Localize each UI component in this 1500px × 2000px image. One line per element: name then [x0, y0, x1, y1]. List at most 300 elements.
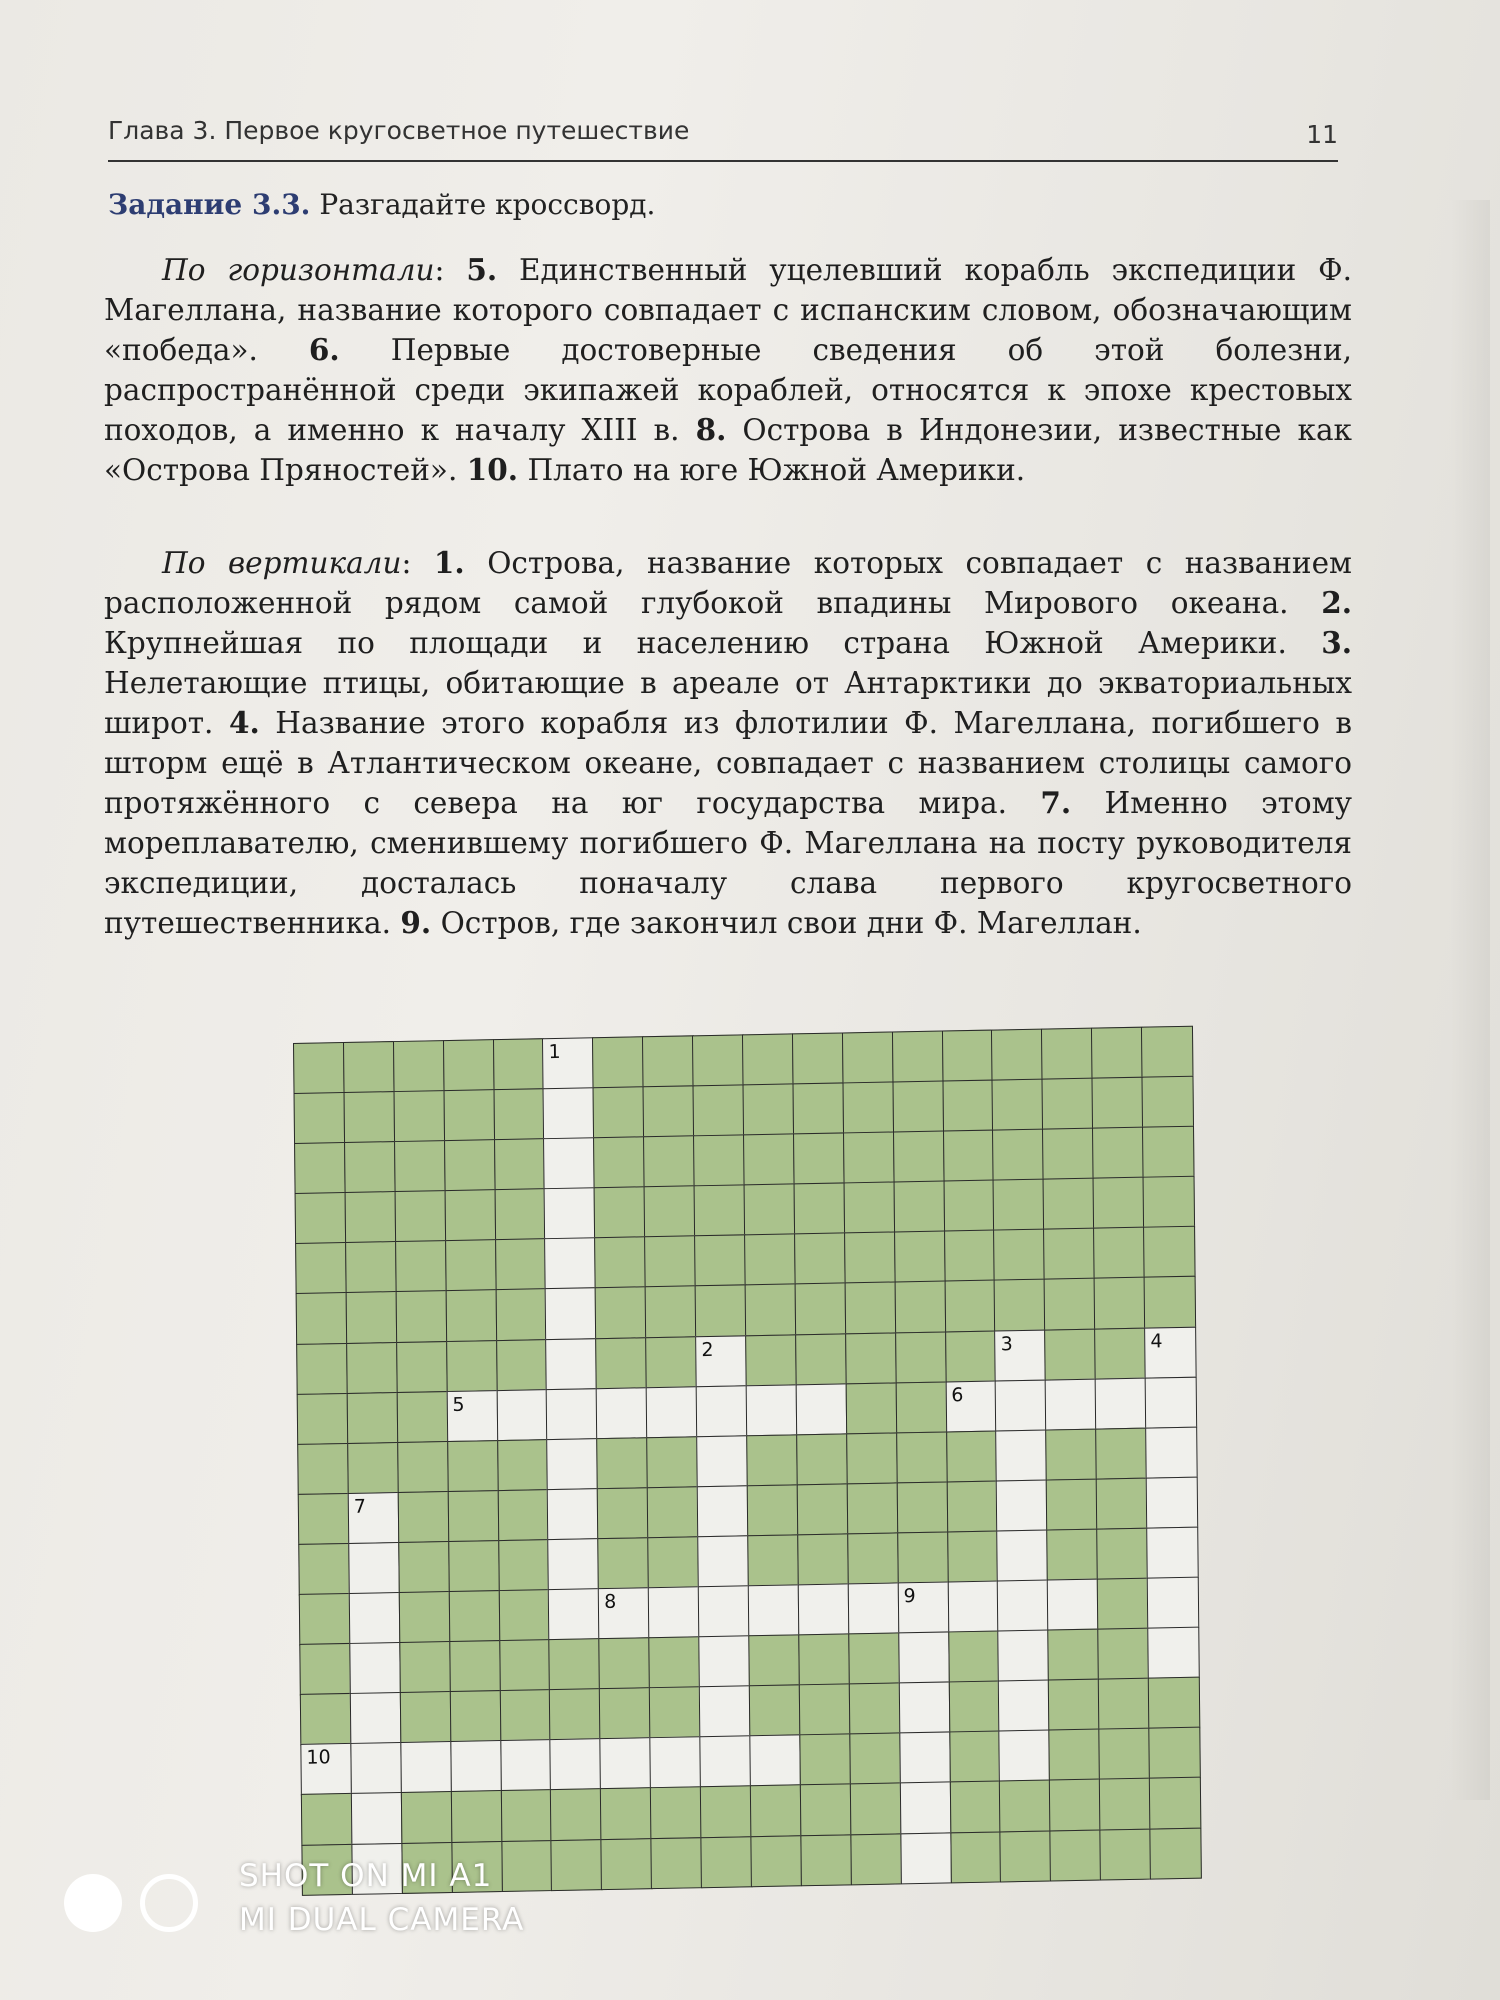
- blocked-cell: [497, 1489, 549, 1542]
- blocked-cell: [1093, 1227, 1145, 1280]
- blocked-cell: [794, 1233, 846, 1286]
- blocked-cell: [1043, 1228, 1095, 1281]
- answer-cell[interactable]: [698, 1585, 750, 1638]
- clues-horizontal: По горизонтали: 5. Единственный уцелевший корабль экспедиции Ф. Магеллана, название которого совпадает с испанским словом, обозначающим «победа». 6. Первые достоверные сведения об этой болезни, распространённой среди экипажей кораблей, относятся к эпохе крестовых походов, а именно к началу XIII в. 8. Острова в Индонезии, известные как «Острова Пряностей». 10. Плато на юге Южной Америки.: [104, 252, 1352, 487]
- answer-cell[interactable]: [848, 1582, 900, 1635]
- watermark-line-2: MI DUAL CAMERA: [239, 1902, 525, 1938]
- clue-number: 6.: [308, 332, 340, 367]
- blocked-cell: [1096, 1477, 1148, 1530]
- blocked-cell: [1141, 1026, 1193, 1079]
- blocked-cell: [1142, 1076, 1194, 1129]
- clue-number: 4.: [228, 705, 260, 740]
- answer-cell[interactable]: [547, 1488, 599, 1541]
- blocked-cell: [947, 1530, 999, 1583]
- answer-cell[interactable]: [648, 1586, 700, 1639]
- blocked-cell: [946, 1480, 998, 1533]
- answer-cell[interactable]: [746, 1384, 798, 1437]
- blocked-cell: [1047, 1529, 1099, 1582]
- blocked-cell: [643, 1085, 695, 1138]
- blocked-cell: [942, 1080, 994, 1133]
- blocked-cell: [299, 1643, 351, 1696]
- blocked-cell: [1148, 1677, 1200, 1730]
- blocked-cell: [1049, 1729, 1101, 1782]
- answer-cell[interactable]: [696, 1435, 748, 1488]
- blocked-cell: [1094, 1327, 1146, 1380]
- answer-cell[interactable]: [749, 1735, 801, 1788]
- answer-cell[interactable]: [1146, 1527, 1198, 1580]
- blocked-cell: [300, 1693, 352, 1746]
- blocked-cell: [896, 1481, 948, 1534]
- answer-cell[interactable]: [543, 1137, 595, 1190]
- answer-cell[interactable]: [1095, 1377, 1147, 1430]
- blocked-cell: [1148, 1727, 1200, 1780]
- answer-cell[interactable]: [997, 1580, 1049, 1633]
- blocked-cell: [499, 1639, 551, 1692]
- blocked-cell: [294, 1142, 346, 1195]
- blocked-cell: [345, 1241, 397, 1294]
- answer-cell[interactable]: [947, 1581, 999, 1634]
- blocked-cell: [295, 1242, 347, 1295]
- blocked-cell: [944, 1230, 996, 1283]
- blocked-cell: [795, 1283, 847, 1336]
- answer-cell[interactable]: [899, 1732, 951, 1785]
- blocked-cell: [1092, 1127, 1144, 1180]
- blocked-cell: [844, 1282, 896, 1335]
- blocked-cell: [1099, 1728, 1151, 1781]
- clue-number: 1.: [433, 545, 465, 580]
- blocked-cell: [449, 1690, 501, 1743]
- blocked-cell: [599, 1637, 651, 1690]
- blocked-cell: [695, 1285, 747, 1338]
- blocked-cell: [298, 1493, 350, 1546]
- answer-cell[interactable]: [798, 1583, 850, 1636]
- clues-vertical: По вертикали: 1. Острова, название которых совпадает с названием расположенной рядом самой глубокой впадины Мирового океана. 2. Крупнейшая по площади и населению страна Южной Америки. 3. Нелетающие птицы, обитающие в ареале от Антарктики до экваториальных широт. 4. Название этого корабля из флотилии Ф. Магеллана, погибшего в шторм ещё в Атлантическом океане, совпадает с названием столицы самого протяжённого с севера на юг государства мира. 7. Именно этому мореплавателю, сменившему погибшего Ф. Магеллана на посту руководителя экспедиции, досталась поначалу слава первого кругосветного путешественника. 9. Остров, где закончил свои дни Ф. Магеллан.: [104, 545, 1352, 940]
- answer-cell[interactable]: [1047, 1579, 1099, 1632]
- blocked-cell: [451, 1790, 503, 1843]
- blocked-cell: [843, 1182, 895, 1235]
- blocked-cell: [992, 1079, 1044, 1132]
- answer-cell[interactable]: [546, 1388, 598, 1441]
- blocked-cell: [842, 1031, 894, 1084]
- blocked-cell: [396, 1391, 448, 1444]
- blocked-cell: [1048, 1679, 1100, 1732]
- blocked-cell: [395, 1240, 447, 1293]
- blocked-cell: [743, 1083, 795, 1136]
- blocked-cell: [999, 1780, 1051, 1833]
- blocked-cell: [894, 1231, 946, 1284]
- blocked-cell: [846, 1432, 898, 1485]
- blocked-cell: [346, 1342, 398, 1395]
- blocked-cell: [651, 1837, 703, 1890]
- answer-cell[interactable]: [697, 1485, 749, 1538]
- answer-cell[interactable]: [350, 1742, 402, 1795]
- blocked-cell: [843, 1132, 895, 1185]
- blocked-cell: [549, 1638, 601, 1691]
- blocked-cell: [444, 1139, 496, 1192]
- answer-cell[interactable]: [548, 1588, 600, 1641]
- clue-number-label: 7: [353, 1495, 366, 1518]
- blocked-cell: [893, 1181, 945, 1234]
- blocked-cell: [897, 1531, 949, 1584]
- clue-text: Нелетающие птицы, обитающие в ареале от Антарктики до экваториальных широт.: [104, 666, 1352, 740]
- answer-cell[interactable]: [697, 1535, 749, 1588]
- blocked-cell: [645, 1286, 697, 1339]
- clue-number-label: 6: [951, 1383, 964, 1407]
- blocked-cell: [994, 1229, 1046, 1282]
- answer-cell[interactable]: [699, 1685, 751, 1738]
- blocked-cell: [896, 1431, 948, 1484]
- blocked-cell: [1095, 1427, 1147, 1480]
- blocked-cell: [895, 1381, 947, 1434]
- clue-text: Остров, где закончил свои дни Ф. Магеллан.: [440, 906, 1142, 940]
- blocked-cell: [499, 1689, 551, 1742]
- blocked-cell: [845, 1332, 897, 1385]
- answer-cell[interactable]: [900, 1782, 952, 1835]
- blocked-cell: [747, 1534, 799, 1587]
- blocked-cell: [597, 1487, 649, 1540]
- blocked-cell: [746, 1434, 798, 1487]
- blocked-cell: [1050, 1829, 1102, 1882]
- answer-cell[interactable]: [348, 1492, 400, 1545]
- blocked-cell: [844, 1232, 896, 1285]
- blocked-cell: [399, 1641, 451, 1694]
- blocked-cell: [1046, 1428, 1098, 1481]
- blocked-cell: [595, 1337, 647, 1390]
- answer-cell[interactable]: [699, 1736, 751, 1789]
- task-label: Задание 3.3.: [108, 188, 311, 221]
- blocked-cell: [700, 1786, 752, 1839]
- clue-number-label: 2: [701, 1338, 714, 1361]
- blocked-cell: [750, 1785, 802, 1838]
- answer-cell[interactable]: [350, 1692, 402, 1745]
- blocked-cell: [850, 1783, 902, 1836]
- blocked-cell: [945, 1330, 997, 1383]
- blocked-cell: [343, 1091, 395, 1144]
- blocked-cell: [800, 1784, 852, 1837]
- answer-cell[interactable]: [548, 1538, 600, 1591]
- answer-cell[interactable]: [400, 1741, 452, 1794]
- blocked-cell: [396, 1341, 448, 1394]
- blocked-cell: [299, 1593, 351, 1646]
- blocked-cell: [293, 1042, 345, 1095]
- clue-number: 7.: [1040, 785, 1072, 820]
- blocked-cell: [644, 1236, 696, 1289]
- vertical-heading: По вертикали: [162, 546, 402, 580]
- blocked-cell: [443, 1039, 495, 1092]
- blocked-cell: [448, 1540, 500, 1593]
- blocked-cell: [1048, 1629, 1100, 1682]
- blocked-cell: [595, 1287, 647, 1340]
- answer-cell[interactable]: [300, 1743, 352, 1796]
- answer-cell[interactable]: [1145, 1376, 1197, 1429]
- blocked-cell: [792, 1083, 844, 1136]
- blocked-cell: [593, 1136, 645, 1189]
- blocked-cell: [294, 1092, 346, 1145]
- answer-cell[interactable]: [698, 1635, 750, 1688]
- blocked-cell: [795, 1333, 847, 1386]
- clue-number-label: 9: [903, 1585, 916, 1608]
- answer-cell[interactable]: [545, 1288, 597, 1341]
- blocked-cell: [942, 1030, 994, 1083]
- watermark-dot-icon: [64, 1874, 122, 1932]
- answer-cell[interactable]: [999, 1730, 1051, 1783]
- clue-text: Единственный уцелевший корабль экспедиции Ф. Магеллана, название которого совпадает с испанским словом, обозначающим «победа».: [104, 253, 1352, 367]
- answer-cell[interactable]: [945, 1380, 997, 1433]
- task-heading: [108, 188, 1350, 221]
- blocked-cell: [347, 1392, 399, 1445]
- answer-cell[interactable]: [446, 1390, 498, 1443]
- blocked-cell: [693, 1084, 745, 1137]
- blocked-cell: [1100, 1828, 1152, 1881]
- blocked-cell: [344, 1191, 396, 1244]
- blocked-cell: [297, 1443, 349, 1496]
- answer-cell[interactable]: [650, 1737, 702, 1790]
- blocked-cell: [992, 1129, 1044, 1182]
- blocked-cell: [1044, 1278, 1096, 1331]
- blocked-cell: [444, 1189, 496, 1242]
- answer-cell[interactable]: [351, 1792, 403, 1845]
- blocked-cell: [797, 1483, 849, 1536]
- blocked-cell: [792, 1032, 844, 1085]
- answer-cell[interactable]: [543, 1087, 595, 1140]
- answer-cell[interactable]: [996, 1429, 1048, 1482]
- blocked-cell: [994, 1279, 1046, 1332]
- clue-text: Острова в Индонезии, известные как «Острова Пряностей».: [104, 413, 1352, 487]
- blocked-cell: [344, 1141, 396, 1194]
- clue-number: 2.: [1321, 585, 1352, 620]
- blocked-cell: [1096, 1528, 1148, 1581]
- blocked-cell: [445, 1290, 497, 1343]
- blocked-cell: [550, 1789, 602, 1842]
- answer-cell[interactable]: [348, 1542, 400, 1595]
- blocked-cell: [597, 1437, 649, 1490]
- blocked-cell: [798, 1633, 850, 1686]
- blocked-cell: [1042, 1078, 1094, 1131]
- blocked-cell: [493, 1088, 545, 1141]
- clue-number-label: 4: [1150, 1329, 1163, 1353]
- answer-cell[interactable]: [1145, 1426, 1197, 1479]
- blocked-cell: [1041, 1028, 1093, 1081]
- blocked-cell: [1149, 1827, 1201, 1880]
- answer-cell[interactable]: [748, 1584, 800, 1637]
- answer-cell[interactable]: [545, 1238, 597, 1291]
- blocked-cell: [1091, 1027, 1143, 1080]
- answer-cell[interactable]: [995, 1379, 1047, 1432]
- blocked-cell: [296, 1292, 348, 1345]
- blocked-cell: [894, 1281, 946, 1334]
- blocked-cell: [500, 1789, 552, 1842]
- answer-cell[interactable]: [450, 1740, 502, 1793]
- page-number: 11: [1306, 120, 1338, 149]
- answer-cell[interactable]: [596, 1387, 648, 1440]
- blocked-cell: [800, 1834, 852, 1887]
- blocked-cell: [1092, 1077, 1144, 1130]
- blocked-cell: [393, 1040, 445, 1093]
- blocked-cell: [649, 1686, 701, 1739]
- answer-cell[interactable]: [546, 1338, 598, 1391]
- blocked-cell: [646, 1436, 698, 1489]
- blocked-cell: [346, 1291, 398, 1344]
- answer-cell[interactable]: [349, 1592, 401, 1645]
- blocked-cell: [1097, 1578, 1149, 1631]
- blocked-cell: [895, 1331, 947, 1384]
- blocked-cell: [398, 1541, 450, 1594]
- blocked-cell: [850, 1833, 902, 1886]
- blocked-cell: [647, 1486, 699, 1539]
- blocked-cell: [501, 1840, 553, 1893]
- blocked-cell: [848, 1633, 900, 1686]
- blocked-cell: [600, 1788, 652, 1841]
- blocked-cell: [343, 1041, 395, 1094]
- blocked-cell: [845, 1382, 897, 1435]
- blocked-cell: [495, 1239, 547, 1292]
- blocked-cell: [793, 1183, 845, 1236]
- blocked-cell: [849, 1733, 901, 1786]
- blocked-cell: [693, 1135, 745, 1188]
- answer-cell[interactable]: [1045, 1378, 1097, 1431]
- blocked-cell: [1149, 1777, 1201, 1830]
- blocked-cell: [347, 1442, 399, 1495]
- answer-cell[interactable]: [1147, 1577, 1199, 1630]
- page-header: [108, 108, 1338, 162]
- answer-cell[interactable]: [1147, 1627, 1199, 1680]
- clue-text: Плато на юге Южной Америки.: [527, 453, 1026, 487]
- answer-cell[interactable]: [695, 1335, 747, 1388]
- blocked-cell: [948, 1681, 1000, 1734]
- blocked-cell: [401, 1791, 453, 1844]
- crossword-grid: [293, 1026, 1200, 1895]
- clue-text: Первые достоверные сведения об этой болезни, распространённой среди экипажей кораблей, относятся к эпохе крестовых походов, а именно к началу XIII в.: [104, 333, 1352, 447]
- answer-cell[interactable]: [544, 1187, 596, 1240]
- blocked-cell: [447, 1490, 499, 1543]
- blocked-cell: [1099, 1778, 1151, 1831]
- clue-text: Острова, название которых совпадает с названием расположенной рядом самой глубокой впадины Мирового океана.: [104, 546, 1352, 620]
- clue-number: 3.: [1321, 625, 1352, 660]
- blocked-cell: [495, 1289, 547, 1342]
- task-instruction: Разгадайте кроссворд.: [319, 188, 656, 221]
- blocked-cell: [1142, 1126, 1194, 1179]
- answer-cell[interactable]: [897, 1581, 949, 1634]
- blocked-cell: [1044, 1328, 1096, 1381]
- answer-cell[interactable]: [1146, 1477, 1198, 1530]
- blocked-cell: [796, 1433, 848, 1486]
- blocked-cell: [447, 1440, 499, 1493]
- blocked-cell: [599, 1687, 651, 1740]
- answer-cell[interactable]: [500, 1739, 552, 1792]
- blocked-cell: [295, 1192, 347, 1245]
- blocked-cell: [847, 1532, 899, 1585]
- blocked-cell: [1093, 1177, 1145, 1230]
- blocked-cell: [694, 1185, 746, 1238]
- clue-text: Крупнейшая по площади и населению страна Южной Америки.: [104, 626, 1287, 660]
- blocked-cell: [1043, 1178, 1095, 1231]
- page-edge-shadow: [1450, 200, 1490, 1800]
- blocked-cell: [397, 1491, 449, 1544]
- answer-cell[interactable]: [496, 1389, 548, 1442]
- blocked-cell: [448, 1590, 500, 1643]
- blocked-cell: [395, 1291, 447, 1344]
- blocked-cell: [1098, 1678, 1150, 1731]
- blocked-cell: [892, 1031, 944, 1084]
- blocked-cell: [393, 1090, 445, 1143]
- blocked-cell: [650, 1787, 702, 1840]
- answer-cell[interactable]: [898, 1632, 950, 1685]
- answer-cell[interactable]: [547, 1438, 599, 1491]
- blocked-cell: [598, 1537, 650, 1590]
- blocked-cell: [445, 1239, 497, 1292]
- answer-cell[interactable]: [1144, 1326, 1196, 1379]
- blocked-cell: [394, 1190, 446, 1243]
- blocked-cell: [400, 1691, 452, 1744]
- blocked-cell: [744, 1234, 796, 1287]
- answer-cell[interactable]: [550, 1738, 602, 1791]
- blocked-cell: [397, 1441, 449, 1494]
- blocked-cell: [946, 1430, 998, 1483]
- blocked-cell: [694, 1235, 746, 1288]
- blocked-cell: [592, 1036, 644, 1089]
- blocked-cell: [644, 1186, 696, 1239]
- clue-number-label: 8: [604, 1590, 617, 1614]
- blocked-cell: [399, 1591, 451, 1644]
- blocked-cell: [743, 1134, 795, 1187]
- clue-number: 10.: [466, 452, 519, 487]
- blocked-cell: [1094, 1277, 1146, 1330]
- blocked-cell: [949, 1731, 1001, 1784]
- clue-text: Название этого корабля из флотилии Ф. Магеллана, погибшего в шторм ещё в Атлантическом океане, совпадает с названием столицы самого протяжённого с севера на юг государства мира.: [104, 706, 1352, 820]
- answer-cell[interactable]: [998, 1630, 1050, 1683]
- clue-text: Именно этому мореплавателю, сменившему погибшего Ф. Магеллана на посту руководителя экспедиции, досталась поначалу слава первого кругосветного путешественника.: [104, 786, 1352, 940]
- answer-cell[interactable]: [646, 1386, 698, 1439]
- blocked-cell: [296, 1343, 348, 1396]
- blocked-cell: [750, 1835, 802, 1888]
- blocked-cell: [1143, 1226, 1195, 1279]
- answer-cell[interactable]: [996, 1479, 1048, 1532]
- answer-cell[interactable]: [995, 1329, 1047, 1382]
- blocked-cell: [594, 1187, 646, 1240]
- blocked-cell: [849, 1683, 901, 1736]
- answer-cell[interactable]: [796, 1383, 848, 1436]
- blocked-cell: [1143, 1176, 1195, 1229]
- answer-cell[interactable]: [542, 1037, 594, 1090]
- blocked-cell: [948, 1631, 1000, 1684]
- blocked-cell: [943, 1130, 995, 1183]
- answer-cell[interactable]: [598, 1587, 650, 1640]
- answer-cell[interactable]: [998, 1680, 1050, 1733]
- clue-number: 5.: [466, 252, 498, 287]
- answer-cell[interactable]: [600, 1737, 652, 1790]
- blocked-cell: [494, 1188, 546, 1241]
- blocked-cell: [748, 1634, 800, 1687]
- blocked-cell: [949, 1781, 1001, 1834]
- answer-cell[interactable]: [696, 1385, 748, 1438]
- clue-number-label: 1: [548, 1040, 561, 1064]
- blocked-cell: [991, 1029, 1043, 1082]
- blocked-cell: [394, 1140, 446, 1193]
- answer-cell[interactable]: [898, 1682, 950, 1735]
- blocked-cell: [496, 1339, 548, 1392]
- blocked-cell: [594, 1237, 646, 1290]
- blocked-cell: [647, 1536, 699, 1589]
- answer-cell[interactable]: [900, 1832, 952, 1885]
- blocked-cell: [793, 1133, 845, 1186]
- blocked-cell: [1098, 1628, 1150, 1681]
- answer-cell[interactable]: [997, 1529, 1049, 1582]
- answer-cell[interactable]: [349, 1642, 401, 1695]
- blocked-cell: [446, 1340, 498, 1393]
- blocked-cell: [1046, 1478, 1098, 1531]
- blocked-cell: [799, 1684, 851, 1737]
- blocked-cell: [749, 1685, 801, 1738]
